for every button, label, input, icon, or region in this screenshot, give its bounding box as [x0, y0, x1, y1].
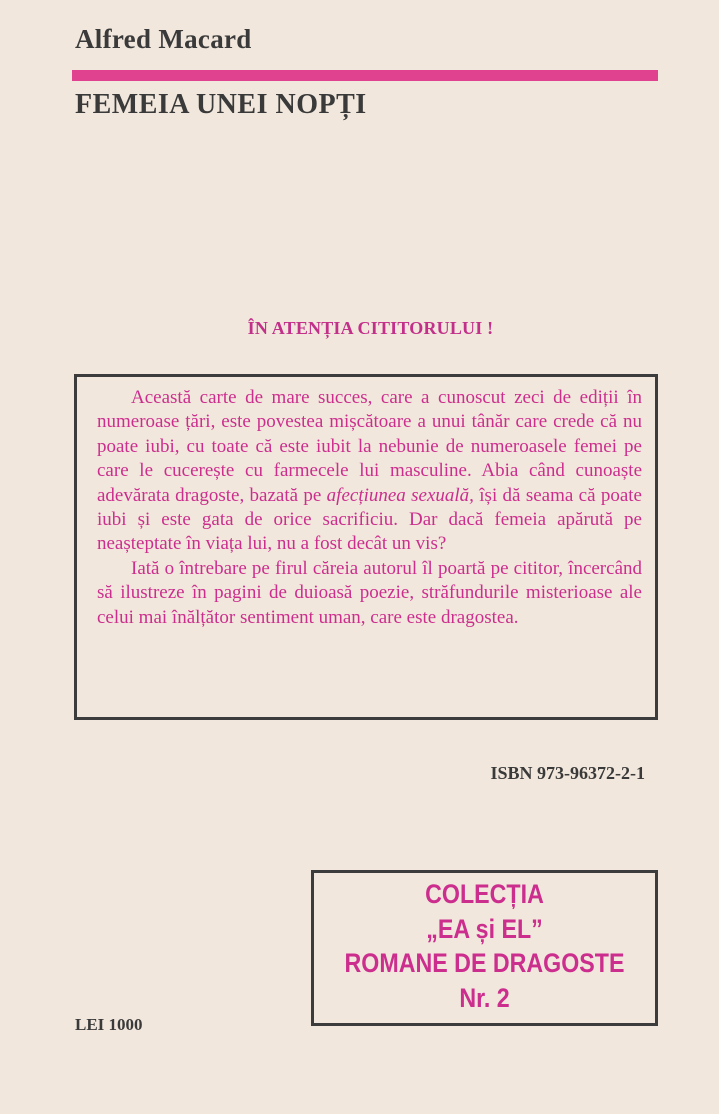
magenta-rule	[72, 70, 658, 81]
collection-line-4: Nr. 2	[459, 982, 510, 1013]
book-title: FEMEIA UNEI NOPȚI	[75, 89, 367, 120]
blurb-text	[97, 386, 642, 630]
blurb-paragraph-2: Iată o întrebare pe firul căreia autorul îl poartă pe cititor, încercând să ilustreze în pagini de duioasă poezie, străfundurile misterioase ale celui mai înălțător sentiment uman, care este dragostea.	[97, 557, 642, 628]
author-name: Alfred Macard	[75, 24, 252, 54]
isbn-number: ISBN 973-96372-2-1	[490, 763, 645, 783]
price-label: LEI 1000	[75, 1015, 143, 1034]
blurb-paragraph-1-end: își dă seama că poate iubi și este gata de orice sacrificiu. Dar dacă femeia apărută pe neașteptate în viața lui, nu a fost decât un vis?	[97, 484, 642, 555]
collection-label	[335, 877, 633, 1015]
blurb-italic-phrase: afecțiunea sexuală,	[326, 484, 474, 506]
collection-line-2: „EA și EL”	[426, 913, 543, 944]
collection-line-1: COLECȚIA	[425, 879, 544, 909]
reader-notice-heading: ÎN ATENȚIA CITITORULUI !	[247, 318, 494, 338]
blurb-paragraph-1	[97, 386, 642, 557]
blurb-paragraph-1-start: Această carte de mare succes, care a cunoscut zeci de ediții în numeroase țări, este povestea mișcătoare a unui tânăr care crede că nu poate iubi, cu toate că este iubit la nebunie de numeroasele femei pe care le cucerește cu farmecele lui masculine. Abia când cunoaște adevărata dragoste, bazată pe	[97, 387, 642, 506]
collection-line-3: ROMANE DE DRAGOSTE	[344, 948, 625, 978]
